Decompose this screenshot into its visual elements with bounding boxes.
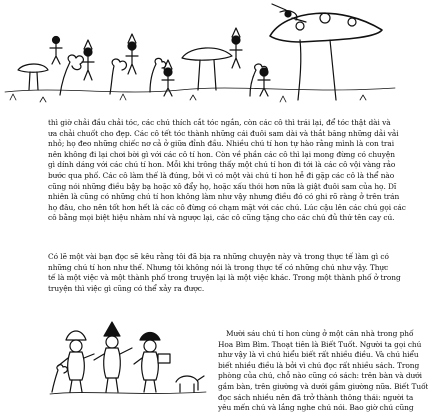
paragraph-2 — [48, 252, 401, 294]
text-line: Hoa Bìm Bìm. Thoạt tiên là Biết Tuốt. Người ta gọi chú — [218, 339, 422, 349]
paragraph-1 — [48, 118, 406, 224]
text-line: nên không đi lại chơi bời gì với các cô tí hon. Còn về phần các cô thì lại mong đừng có chuyện — [48, 149, 395, 159]
text-line: ưa chải chuốt cho đẹp. Các cô tết tóc thành những cái đuôi sam dài và thắt băng những dải vải — [48, 128, 399, 138]
text-line: cô bằng mọi biệt hiệu nhàm nhí và ngược lại, các cô cũng tặng cho các chú đủ thứ tên cay cú. — [48, 213, 395, 223]
top-illustration — [0, 0, 400, 118]
bottom-illustration — [48, 318, 208, 400]
text-line: Mười sáu chú tí hon cùng ở một căn nhà trong phố — [226, 329, 414, 338]
text-line: những chú tí hon như thế. Nhưng tôi không nói là trong thực tế có những chú như vậy. Thực — [48, 262, 389, 272]
text-line: họ đâu, cho nên tốt hơn hết là các cô đừng có chạm mặt với các chú. Lúc cậu lên các chú gọi các — [48, 202, 406, 212]
text-line: bước qua phố. Các cô làm thế là đúng, bởi vì có một vài chú tí hon hễ đi gặp các cô là thể nào — [48, 170, 395, 180]
text-line: biết nhiều điều là bởi vì chú đọc rất nhiều sách. Trong — [218, 360, 420, 370]
text-line: truyện thì việc gì cũng có thể xảy ra được. — [48, 283, 205, 293]
text-line: cũng nói những điều bậy bạ hoặc xô đẩy họ, hoặc xấu thói hơn nữa là giật đuôi sam của họ. Dĩ — [48, 181, 397, 191]
text-line: gì dính dáng với các chú tí hon. Mỗi khi trông thấy một chú tí hon đi tới là các cô vội vàng rảo — [48, 160, 396, 170]
text-line: nhiên là cũng có những chú tí hon không làm như vậy nhưng điều đó có ghi rõ ràng ở trên trán — [48, 192, 400, 202]
text-line: đọc sách nhiều nên đã trở thành thông thái: người ta — [218, 392, 414, 402]
text-line: phòng của chú, chỗ nào cũng có sách: trên bàn và dưới — [218, 371, 422, 381]
text-line: gầm bàn, trên giường và dưới gầm giường nữa. Biết Tuốt — [218, 381, 428, 391]
paragraph-3 — [218, 329, 428, 414]
text-line: yêu mến chú và lắng nghe chú nói. Bao giờ chú cũng — [218, 403, 414, 413]
text-line: thì giờ chải đầu chải tóc, các chú thích cắt tóc ngắn, còn các cô thì trái lại, để tóc thật dài và — [48, 118, 391, 127]
text-line: tế là một việc và một thành phố trong truyện lại là một việc khác. Trong một thành phố ở trong — [48, 273, 401, 283]
text-line: như vậy là vì chú hiểu biết rất nhiều điều. Và chú hiểu — [218, 350, 419, 360]
text-line: nhỏ; họ đeo những chiếc nơ cả ở giữa đỉnh đầu. Nhiều chú tí hon tự hào rằng mình là con trai — [48, 139, 395, 149]
text-line: Có lẽ một vài bạn đọc sẽ kêu rằng tôi đã bịa ra những chuyện này và trong thực tế làm gì có — [48, 252, 389, 261]
